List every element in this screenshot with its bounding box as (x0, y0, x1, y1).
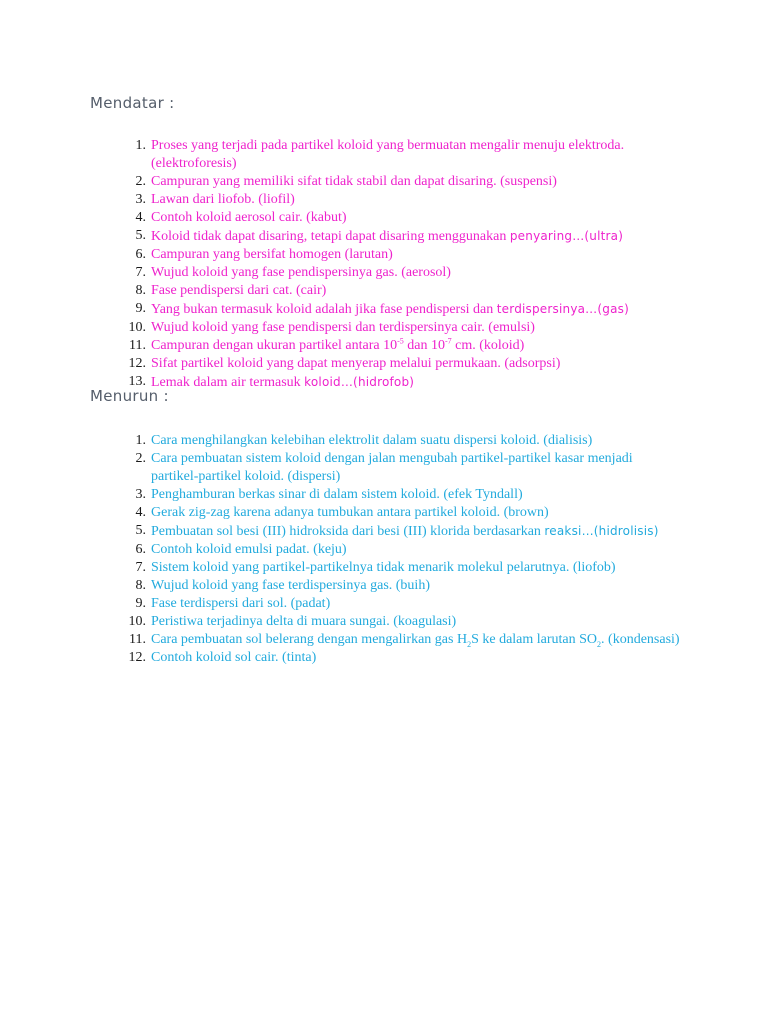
clue-item (120, 173, 680, 191)
clue-item (120, 595, 680, 613)
clue-text: Pembuatan sol besi (III) hidroksida dari besi (III) klorida berdasarkan (151, 524, 545, 539)
clue-text: Fase pendispersi dari cat. (cair) (151, 283, 327, 298)
clue-item (120, 522, 680, 541)
clue-text: Campuran dengan ukuran partikel antara 10 (151, 338, 398, 353)
clue-text-end: . (kondensasi) (601, 632, 680, 647)
clue-answer: terdispersinya…(gas) (496, 302, 629, 316)
clue-text: Wujud koloid yang fase terdispersinya gas. (buih) (151, 578, 430, 593)
clue-text: Lawan dari liofob. (liofil) (151, 192, 295, 207)
clue-item (120, 337, 680, 355)
clue-item (120, 559, 680, 577)
clue-text: Cara pembuatan sol belerang dengan mengalirkan gas H (151, 632, 468, 647)
clue-number: 10. (128, 614, 146, 629)
clue-answer: koloid…(hidrofob) (304, 375, 415, 389)
clue-number: 5. (135, 523, 146, 538)
section-title-mendatar: Mendatar : (90, 94, 175, 112)
clue-item (120, 631, 680, 649)
clue-item (120, 373, 680, 392)
clue-text: Sifat partikel koloid yang dapat menyerap melalui permukaan. (adsorpsi) (151, 356, 561, 371)
subscript: 2 (467, 639, 472, 649)
clue-text: Sistem koloid yang partikel-partikelnya tidak menarik molekul pelarutnya. (liofob) (151, 560, 616, 575)
clue-number: 6. (135, 542, 146, 557)
clue-item (120, 209, 680, 227)
clue-number: 9. (135, 301, 146, 316)
clue-text: Contoh koloid emulsi padat. (keju) (151, 542, 347, 557)
superscript: -7 (444, 336, 452, 346)
clue-number: 3. (135, 192, 146, 207)
clue-text: Gerak zig-zag karena adanya tumbukan antara partikel koloid. (brown) (151, 505, 549, 520)
clue-item (120, 264, 680, 282)
clue-number: 4. (135, 210, 146, 225)
clue-number: 12. (128, 650, 146, 665)
clue-number: 8. (135, 283, 146, 298)
clue-text: Penghamburan berkas sinar di dalam sistem koloid. (efek Tyndall) (151, 487, 523, 502)
clue-item (120, 355, 680, 373)
clue-number: 11. (129, 338, 146, 353)
clue-number: 1. (135, 433, 146, 448)
clue-text: Yang bukan termasuk koloid adalah jika fase pendispersi dan (151, 302, 497, 317)
clue-text: Campuran yang memiliki sifat tidak stabil dan dapat disaring. (suspensi) (151, 174, 557, 189)
clue-item (120, 613, 680, 631)
clue-number: 11. (129, 632, 146, 647)
clue-number: 13. (128, 374, 146, 389)
clue-text: Cara menghilangkan kelebihan elektrolit dalam suatu dispersi koloid. (dialisis) (151, 433, 593, 448)
clue-number: 1. (135, 138, 146, 153)
clue-number: 7. (135, 560, 146, 575)
clue-text-end: cm. (koloid) (451, 338, 525, 353)
clue-item (120, 137, 680, 173)
clue-number: 8. (135, 578, 146, 593)
clue-item (120, 432, 680, 450)
clue-item (120, 649, 680, 667)
clue-item (120, 246, 680, 264)
clue-text-mid: dan 10 (403, 338, 445, 353)
clue-text: Wujud koloid yang fase pendispersi dan terdispersinya cair. (emulsi) (151, 320, 535, 335)
clue-number: 2. (135, 451, 146, 466)
clue-text: Lemak dalam air termasuk (151, 375, 305, 390)
clue-text: Cara pembuatan sistem koloid dengan jalan mengubah partikel-partikel kasar menjadi partikel-partikel koloid. (dispersi) (151, 451, 633, 484)
mendatar-clue-list (120, 137, 680, 392)
clue-text: Campuran yang bersifat homogen (larutan) (151, 247, 393, 262)
clue-item (120, 282, 680, 300)
section-title-menurun: Menurun : (90, 387, 169, 405)
clue-number: 7. (135, 265, 146, 280)
clue-number: 6. (135, 247, 146, 262)
clue-item (120, 319, 680, 337)
clue-text: Contoh koloid aerosol cair. (kabut) (151, 210, 347, 225)
clue-text: Wujud koloid yang fase pendispersinya gas. (aerosol) (151, 265, 451, 280)
clue-text-mid: S ke dalam larutan SO (471, 632, 598, 647)
clue-text: Contoh koloid sol cair. (tinta) (151, 650, 317, 665)
clue-number: 10. (128, 320, 146, 335)
clue-number: 9. (135, 596, 146, 611)
clue-number: 12. (128, 356, 146, 371)
clue-number: 5. (135, 228, 146, 243)
clue-item (120, 450, 680, 486)
clue-text: Peristiwa terjadinya delta di muara sungai. (koagulasi) (151, 614, 457, 629)
clue-item (120, 486, 680, 504)
subscript: 2 (597, 639, 602, 649)
clue-item (120, 227, 680, 246)
clue-text: Proses yang terjadi pada partikel koloid yang bermuatan mengalir menuju elektroda. (elektroforesis) (151, 138, 625, 171)
menurun-clue-list (120, 432, 680, 667)
clue-number: 2. (135, 174, 146, 189)
clue-item (120, 577, 680, 595)
clue-number: 4. (135, 505, 146, 520)
clue-item (120, 541, 680, 559)
superscript: -5 (397, 336, 404, 346)
clue-item (120, 504, 680, 522)
clue-answer: reaksi…(hidrolisis) (544, 524, 659, 538)
clue-item (120, 300, 680, 319)
clue-answer: penyaring…(ultra) (509, 229, 624, 243)
clue-number: 3. (135, 487, 146, 502)
clue-item (120, 191, 680, 209)
clue-text: Koloid tidak dapat disaring, tetapi dapat disaring menggunakan (151, 229, 510, 244)
clue-text: Fase terdispersi dari sol. (padat) (151, 596, 331, 611)
